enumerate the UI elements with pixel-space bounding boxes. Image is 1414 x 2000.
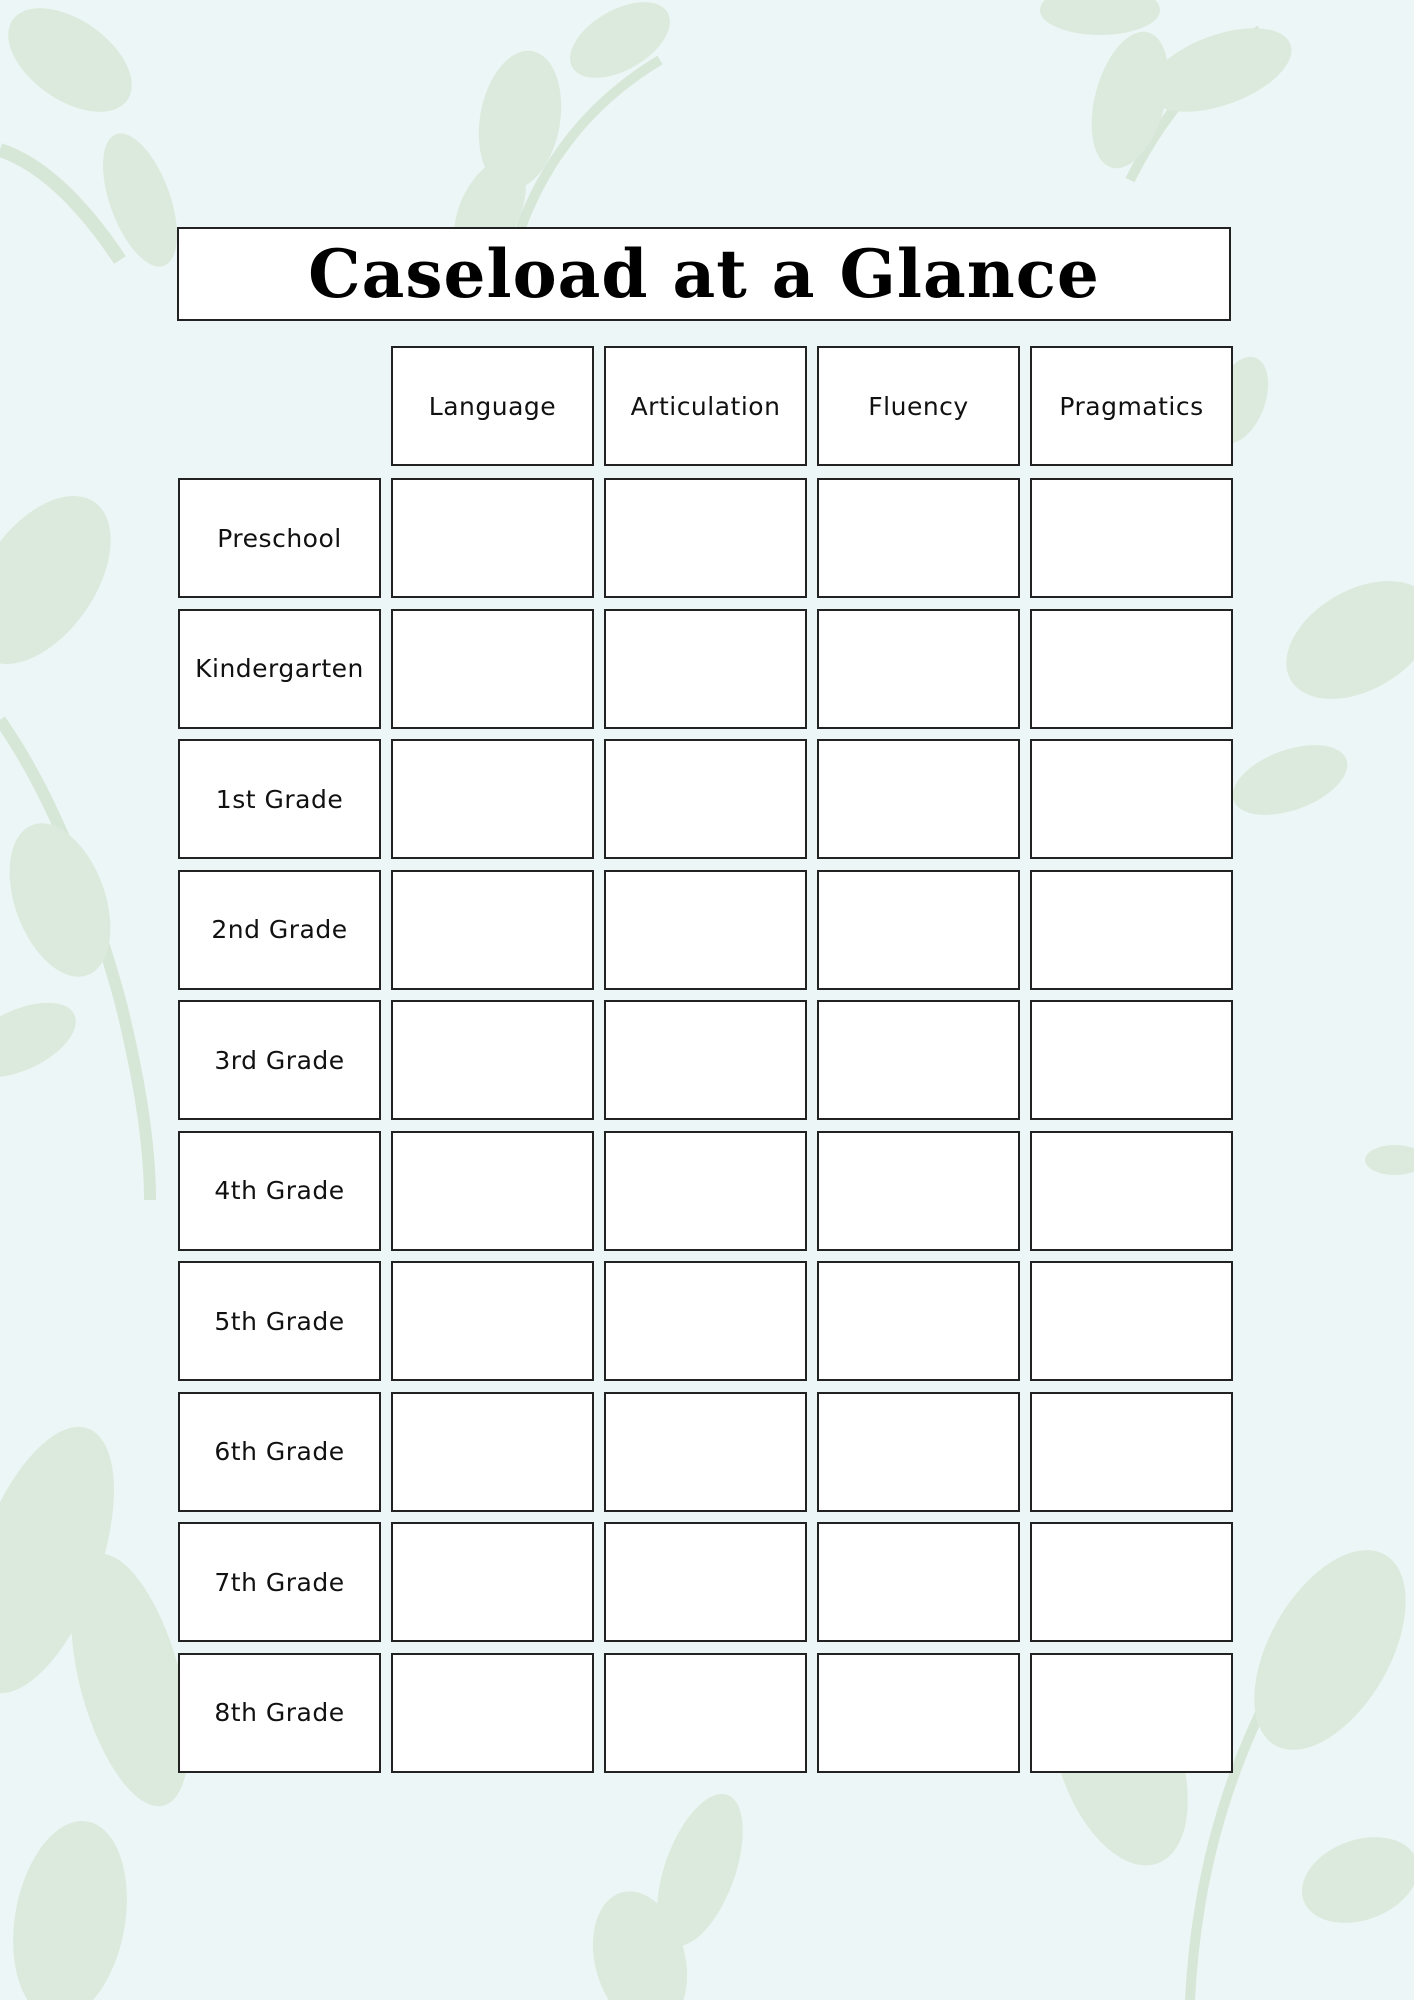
- entry-cell[interactable]: [1030, 1522, 1233, 1642]
- entry-cell[interactable]: [604, 739, 807, 859]
- row-label: 5th Grade: [178, 1261, 381, 1381]
- entry-cell[interactable]: [817, 870, 1020, 990]
- row-label: Kindergarten: [178, 609, 381, 729]
- column-header-language: Language: [391, 346, 594, 466]
- entry-cell[interactable]: [817, 1000, 1020, 1120]
- entry-cell[interactable]: [817, 609, 1020, 729]
- entry-cell[interactable]: [817, 1131, 1020, 1251]
- entry-cell[interactable]: [604, 1131, 807, 1251]
- entry-cell[interactable]: [1030, 478, 1233, 598]
- entry-cell[interactable]: [1030, 870, 1233, 990]
- row-label: 4th Grade: [178, 1131, 381, 1251]
- entry-cell[interactable]: [391, 1000, 594, 1120]
- entry-cell[interactable]: [817, 1261, 1020, 1381]
- entry-cell[interactable]: [1030, 1131, 1233, 1251]
- entry-cell[interactable]: [391, 870, 594, 990]
- entry-cell[interactable]: [817, 478, 1020, 598]
- entry-cell[interactable]: [1030, 1392, 1233, 1512]
- entry-cell[interactable]: [817, 1392, 1020, 1512]
- entry-cell[interactable]: [1030, 609, 1233, 729]
- row-label: 2nd Grade: [178, 870, 381, 990]
- row-label: 8th Grade: [178, 1653, 381, 1773]
- entry-cell[interactable]: [1030, 1000, 1233, 1120]
- entry-cell[interactable]: [391, 1392, 594, 1512]
- entry-cell[interactable]: [817, 1522, 1020, 1642]
- title-box: [177, 227, 1231, 321]
- column-header-fluency: Fluency: [817, 346, 1020, 466]
- entry-cell[interactable]: [391, 478, 594, 598]
- entry-cell[interactable]: [604, 1653, 807, 1773]
- row-label: 1st Grade: [178, 739, 381, 859]
- entry-cell[interactable]: [604, 1392, 807, 1512]
- page-title: Caseload at a Glance: [308, 235, 1100, 313]
- entry-cell[interactable]: [391, 739, 594, 859]
- entry-cell[interactable]: [604, 1522, 807, 1642]
- row-label: Preschool: [178, 478, 381, 598]
- entry-cell[interactable]: [391, 609, 594, 729]
- entry-cell[interactable]: [817, 1653, 1020, 1773]
- entry-cell[interactable]: [604, 478, 807, 598]
- column-header-articulation: Articulation: [604, 346, 807, 466]
- entry-cell[interactable]: [817, 739, 1020, 859]
- entry-cell[interactable]: [604, 1261, 807, 1381]
- entry-cell[interactable]: [391, 1522, 594, 1642]
- entry-cell[interactable]: [604, 609, 807, 729]
- entry-cell[interactable]: [391, 1653, 594, 1773]
- row-label: 7th Grade: [178, 1522, 381, 1642]
- entry-cell[interactable]: [1030, 1261, 1233, 1381]
- entry-cell[interactable]: [391, 1261, 594, 1381]
- row-label: 3rd Grade: [178, 1000, 381, 1120]
- entry-cell[interactable]: [1030, 739, 1233, 859]
- row-label: 6th Grade: [178, 1392, 381, 1512]
- entry-cell[interactable]: [604, 1000, 807, 1120]
- column-header-pragmatics: Pragmatics: [1030, 346, 1233, 466]
- entry-cell[interactable]: [391, 1131, 594, 1251]
- entry-cell[interactable]: [604, 870, 807, 990]
- entry-cell[interactable]: [1030, 1653, 1233, 1773]
